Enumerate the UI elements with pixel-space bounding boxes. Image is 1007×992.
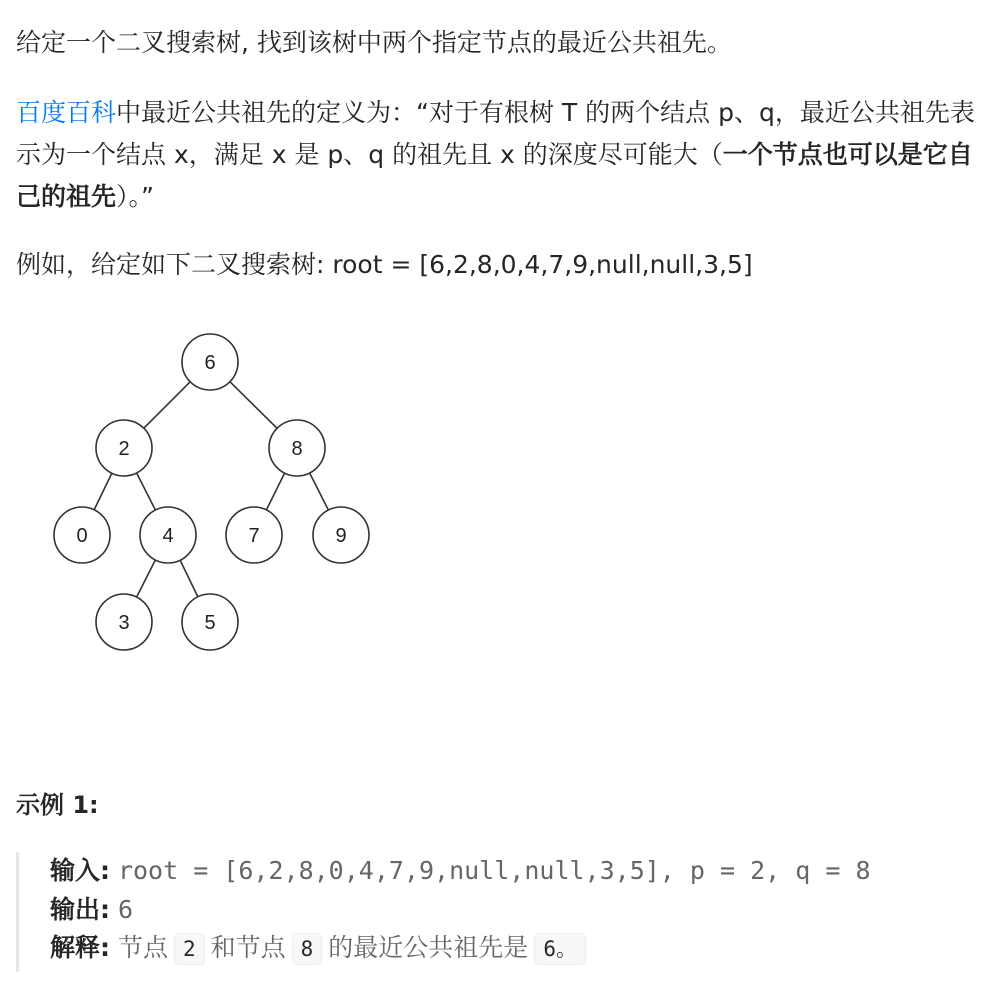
tree-node-0 [54, 507, 110, 563]
lca-definition [16, 92, 991, 218]
inline-code: 2 [174, 933, 205, 965]
example-tree-intro: 例如，给定如下二叉搜索树: root = [6,2,8,0,4,7,9,null,null,3,5] [16, 250, 753, 279]
example-input-line [50, 852, 991, 891]
output-value: 6 [117, 894, 134, 924]
example-output-line [50, 891, 991, 930]
explain-label: 解释: [50, 933, 110, 962]
tree-node-3 [96, 594, 152, 650]
example-block [16, 852, 991, 972]
definition-bold-note: 一个节点也可以是它自己的祖先 [16, 140, 973, 211]
inline-code: 8 [292, 933, 323, 965]
tree-edge [137, 473, 156, 510]
input-label: 输入: [50, 856, 110, 885]
tree-node-9 [313, 507, 369, 563]
explain-text: 和节点 [210, 933, 286, 962]
example-heading: 示例 1: [16, 791, 99, 819]
inline-code: 6。 [534, 933, 586, 965]
problem-intro: 给定一个二叉搜索树, 找到该树中两个指定节点的最近公共祖先。 [16, 28, 732, 57]
tree-node-5 [182, 594, 238, 650]
tree-node-label: 0 [76, 525, 88, 547]
tree-node-label: 2 [118, 438, 130, 460]
explain-text: 节点 [117, 933, 168, 962]
tree-edge [137, 560, 156, 597]
baidu-baike-link[interactable]: 百度百科 [16, 98, 117, 127]
tree-edge [310, 473, 329, 510]
input-value: root = [6,2,8,0,4,7,9,null,null,3,5], p = 2, q = 8 [117, 856, 871, 885]
tree-node-label: 7 [248, 525, 260, 547]
tree-node-6 [182, 334, 238, 390]
tree-node-label: 5 [204, 612, 216, 634]
tree-node-7 [226, 507, 282, 563]
definition-text: 中最近公共祖先的定义为：“对于有根树 T 的两个结点 p、q，最近公共祖先表示为一个结点 x，满足 x 是 p、q 的祖先且 x 的深度尽可能大（ [16, 98, 975, 169]
binary-search-tree-diagram [40, 330, 385, 665]
tree-edge [266, 473, 284, 510]
tree-node-label: 4 [162, 525, 174, 547]
tree-node-8 [269, 420, 325, 476]
tree-edge [94, 473, 112, 510]
tree-node-label: 8 [291, 438, 303, 460]
tree-node-4 [140, 507, 196, 563]
example-explain-line [50, 929, 991, 968]
tree-node-2 [96, 420, 152, 476]
output-label: 输出: [50, 894, 110, 924]
tree-node-label: 3 [118, 612, 130, 634]
tree-edge [180, 560, 198, 597]
tree-node-label: 6 [204, 352, 216, 374]
explain-text: 的最近公共祖先是 [328, 933, 529, 962]
tree-edge [144, 382, 190, 428]
tree-node-label: 9 [335, 525, 347, 547]
definition-text-end: ）。” [116, 182, 154, 211]
tree-edge [230, 382, 277, 429]
